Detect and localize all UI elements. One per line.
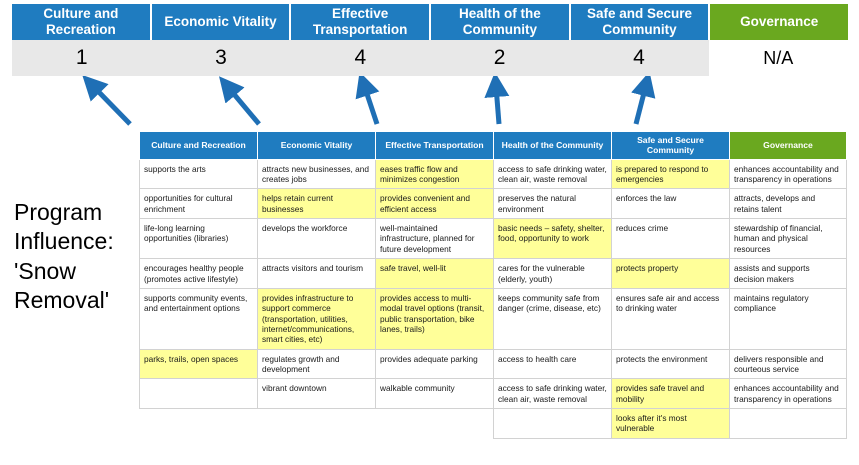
- top-header-economic-vitality: Economic Vitality: [152, 4, 292, 40]
- matrix-cell: parks, trails, open spaces: [140, 349, 258, 379]
- matrix-cell: is prepared to respond to emergencies: [612, 159, 730, 189]
- matrix-cell: attracts new businesses, and creates jobs: [258, 159, 376, 189]
- matrix-cell: looks after it's most vulnerable: [612, 409, 730, 439]
- matrix-cell: access to safe drinking water, clean air, waste removal: [494, 159, 612, 189]
- matrix-cell: provides adequate parking: [376, 349, 494, 379]
- matrix-cell-empty: [140, 379, 258, 409]
- matrix-cell: supports the arts: [140, 159, 258, 189]
- matrix-cell-empty: [730, 409, 847, 439]
- matrix-cell: develops the workforce: [258, 219, 376, 259]
- matrix-cell: maintains regulatory compliance: [730, 288, 847, 349]
- score-safe-and-secure-community: 4: [569, 40, 708, 76]
- score-row: [12, 40, 848, 76]
- arrow-effective-transportation: [364, 85, 377, 124]
- matrix-cell-blank: [140, 409, 258, 439]
- matrix-cell: attracts, develops and retains talent: [730, 189, 847, 219]
- matrix-cell: provides safe travel and mobility: [612, 379, 730, 409]
- matrix-cell: keeps community safe from danger (crime, disease, etc): [494, 288, 612, 349]
- score-culture-and-recreation: 1: [12, 40, 151, 76]
- outcomes-matrix-table: [139, 131, 847, 439]
- arrow-culture-and-recreation: [92, 85, 130, 124]
- matrix-header-governance: Governance: [730, 132, 847, 160]
- score-health-of-the-community: 2: [430, 40, 569, 76]
- score-effective-transportation: 4: [291, 40, 430, 76]
- matrix-cell: assists and supports decision makers: [730, 259, 847, 289]
- table-row: [140, 288, 847, 349]
- matrix-cell: enhances accountability and transparency in operations: [730, 159, 847, 189]
- matrix-cell: well-maintained infrastructure, planned for future development: [376, 219, 494, 259]
- matrix-cell-empty: [494, 409, 612, 439]
- top-header-health-of-the-community: Health of the Community: [431, 4, 571, 40]
- matrix-cell: helps retain current businesses: [258, 189, 376, 219]
- top-header-culture-and-recreation: Culture and Recreation: [12, 4, 152, 40]
- matrix-cell: supports community events, and entertainment options: [140, 288, 258, 349]
- matrix-header-row: [140, 132, 847, 160]
- score-economic-vitality: 3: [151, 40, 290, 76]
- matrix-cell: access to safe drinking water, clean air, waste removal: [494, 379, 612, 409]
- matrix-cell: delivers responsible and courteous service: [730, 349, 847, 379]
- arrow-economic-vitality: [228, 87, 259, 124]
- table-row: [140, 219, 847, 259]
- matrix-cell: regulates growth and development: [258, 349, 376, 379]
- table-row: [140, 379, 847, 409]
- matrix-cell: walkable community: [376, 379, 494, 409]
- matrix-cell: provides access to multi-modal travel options (transit, public transportation, bike lanes, trails): [376, 288, 494, 349]
- matrix-cell: reduces crime: [612, 219, 730, 259]
- matrix-cell: provides infrastructure to support commerce (transportation, utilities, internet/communications, smart cities, etc): [258, 288, 376, 349]
- matrix-cell: life-long learning opportunities (libraries): [140, 219, 258, 259]
- matrix-cell: stewardship of financial, human and physical resources: [730, 219, 847, 259]
- arrow-health-of-the-community: [496, 86, 499, 124]
- matrix-cell: eases traffic flow and minimizes congestion: [376, 159, 494, 189]
- matrix-cell: preserves the natural environment: [494, 189, 612, 219]
- matrix-cell: vibrant downtown: [258, 379, 376, 409]
- top-header-safe-and-secure-community: Safe and Secure Community: [571, 4, 711, 40]
- matrix-cell: basic needs – safety, shelter, food, opportunity to work: [494, 219, 612, 259]
- program-influence-caption: Program Influence: 'Snow Removal': [14, 199, 114, 314]
- table-row: [140, 259, 847, 289]
- matrix-cell: protects property: [612, 259, 730, 289]
- matrix-header-safe-and-secure-community: Safe and Secure Community: [612, 132, 730, 160]
- matrix-header-economic-vitality: Economic Vitality: [258, 132, 376, 160]
- arrow-safe-and-secure-community: [636, 85, 646, 124]
- matrix-cell: access to health care: [494, 349, 612, 379]
- matrix-cell: cares for the vulnerable (elderly, youth): [494, 259, 612, 289]
- matrix-cell: opportunities for cultural enrichment: [140, 189, 258, 219]
- matrix-cell: ensures safe air and access to drinking water: [612, 288, 730, 349]
- matrix-cell: protects the environment: [612, 349, 730, 379]
- matrix-cell-blank: [376, 409, 494, 439]
- arrow-layer: [0, 76, 859, 132]
- matrix-header-culture-and-recreation: Culture and Recreation: [140, 132, 258, 160]
- table-row: [140, 189, 847, 219]
- matrix-cell: enhances accountability and transparency in operations: [730, 379, 847, 409]
- matrix-cell: encourages healthy people (promotes active lifestyle): [140, 259, 258, 289]
- matrix-cell-blank: [258, 409, 376, 439]
- strategic-priorities-header-band: [12, 4, 848, 40]
- matrix-cell: provides convenient and efficient access: [376, 189, 494, 219]
- matrix-cell: enforces the law: [612, 189, 730, 219]
- matrix-cell: attracts visitors and tourism: [258, 259, 376, 289]
- matrix-header-effective-transportation: Effective Transportation: [376, 132, 494, 160]
- matrix-cell: safe travel, well-lit: [376, 259, 494, 289]
- table-row: [140, 159, 847, 189]
- top-header-effective-transportation: Effective Transportation: [291, 4, 431, 40]
- table-row: [140, 409, 847, 439]
- matrix-header-health-of-the-community: Health of the Community: [494, 132, 612, 160]
- table-row: [140, 349, 847, 379]
- score-governance: N/A: [709, 40, 848, 76]
- top-header-governance: Governance: [710, 4, 848, 40]
